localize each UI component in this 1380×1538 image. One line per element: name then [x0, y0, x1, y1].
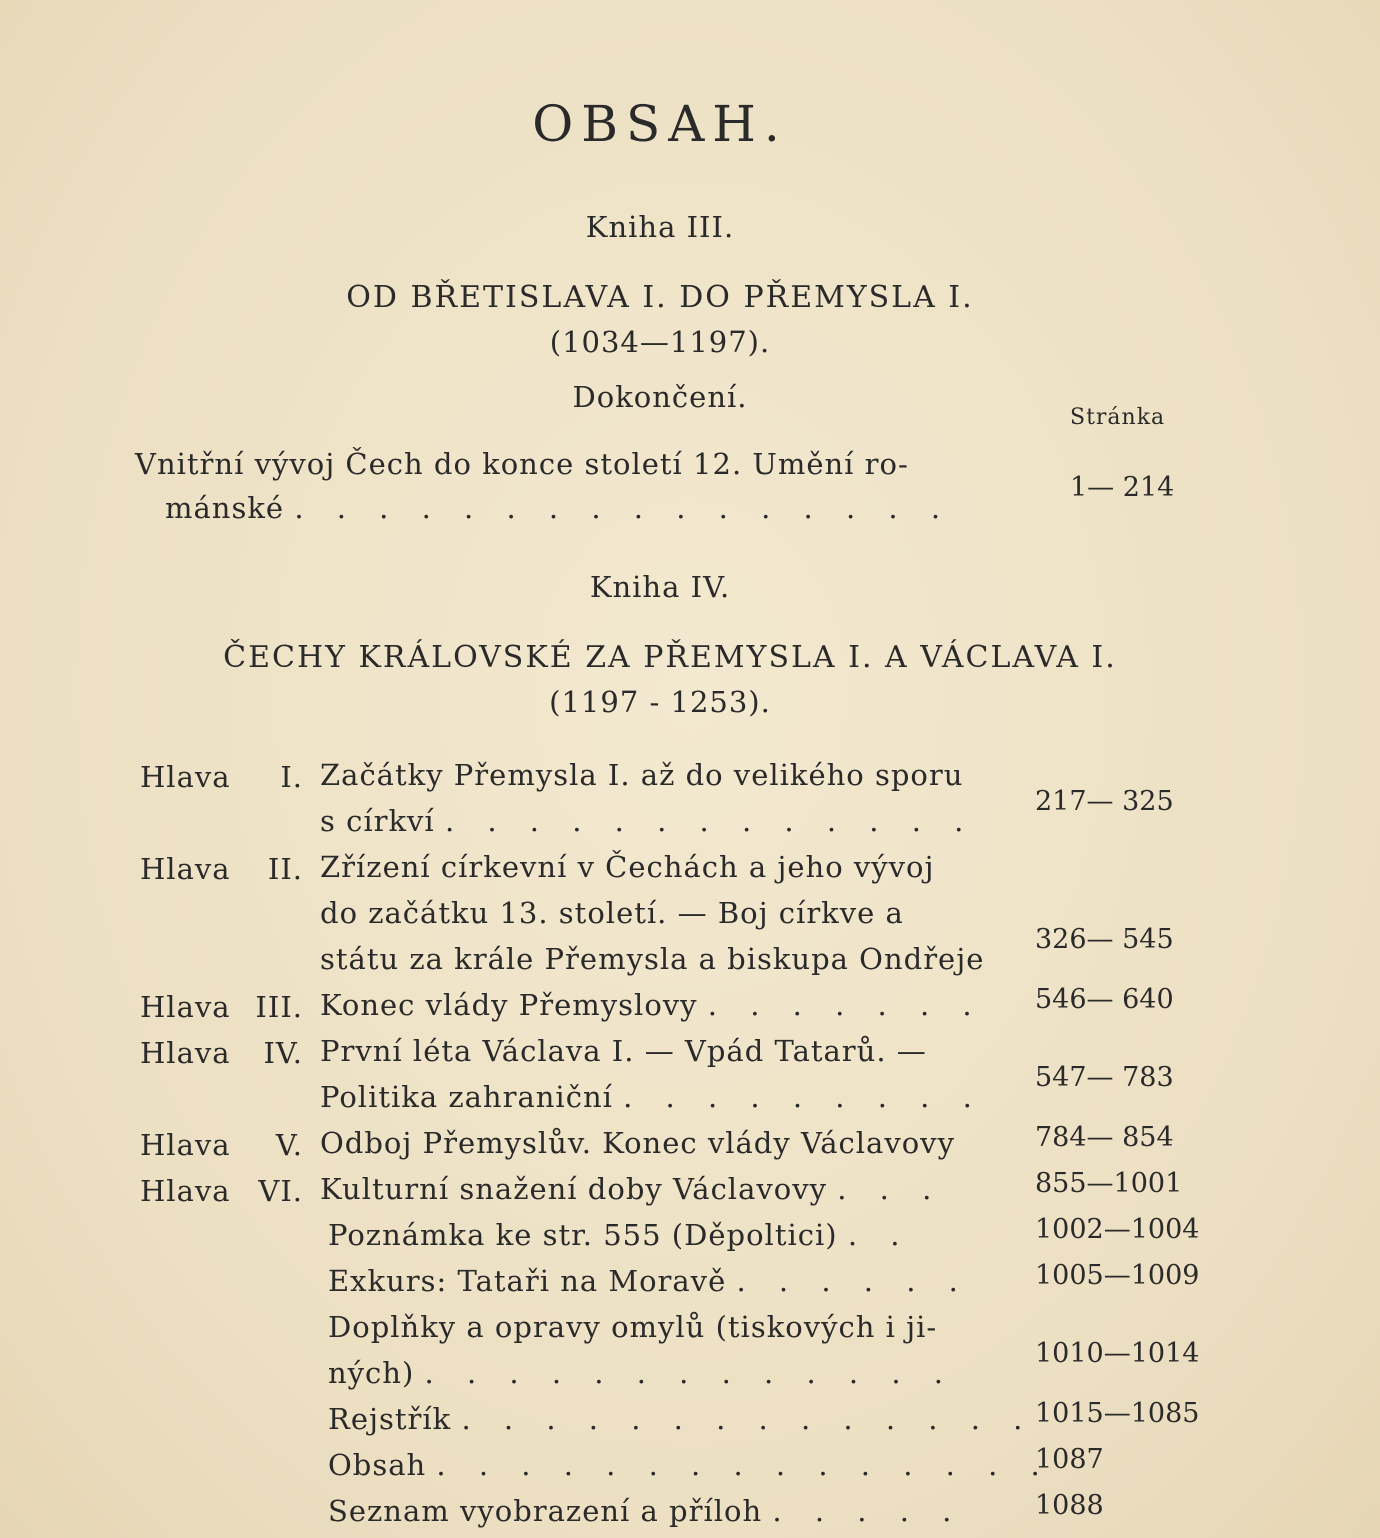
toc-entry-text: státu za krále Přemysla a biskupa Ondřeje — [320, 942, 985, 976]
chapter-label — [0, 852, 320, 898]
toc-entry-line — [328, 1212, 911, 1258]
toc-entry-pages: 1087 — [1035, 1444, 1104, 1475]
chapter-label — [0, 1174, 320, 1220]
toc-entry-text: Seznam vyobrazení a příloh — [328, 1494, 763, 1528]
leader-dots: . . — [847, 1218, 912, 1252]
toc-entry-pages: 546— 640 — [1035, 984, 1174, 1015]
chapter-label-text: Hlava — [140, 990, 231, 1024]
book4-years: (1197 - 1253). — [549, 685, 771, 719]
page-title: OBSAH. — [532, 95, 788, 153]
toc-entry-line — [320, 936, 984, 982]
toc-entry-line — [320, 798, 975, 844]
chapter-label — [0, 760, 320, 806]
chapter-label-text: Hlava — [140, 1128, 231, 1162]
chapter-label — [0, 990, 320, 1036]
leader-dots: . . . . . — [772, 1494, 964, 1528]
leader-dots: . . . . . . . . . . . . . . . . — [294, 491, 953, 525]
toc-entry-text: Začátky Přemysla I. až do velikého sporu — [320, 758, 964, 792]
book4-subtitle: ČECHY KRÁLOVSKÉ ZA PŘEMYSLA I. A VÁCLAVA I. — [223, 640, 1117, 675]
chapter-number: III. — [255, 990, 303, 1024]
column-header-pages: Stránka — [1070, 405, 1166, 430]
chapter-label-text: Hlava — [140, 1174, 231, 1208]
toc-entry-line — [320, 1028, 927, 1074]
toc-entry-text: Zřízení církevní v Čechách a jeho vývoj — [320, 850, 935, 884]
toc-entry-pages: 1015—1085 — [1035, 1398, 1200, 1429]
leader-dots: . . . . . . . — [707, 988, 984, 1022]
toc-entry-line — [320, 890, 904, 936]
toc-entry-text: Rejstřík — [328, 1402, 452, 1436]
book3-entry-line1: Vnitřní vývoj Čech do konce století 12. Umění ro- — [135, 447, 909, 481]
toc-entry-text: Odboj Přemyslův. Konec vlády Václavovy — [320, 1126, 955, 1160]
toc-entry-text: První léta Václava I. — Vpád Tatarů. — — [320, 1034, 927, 1068]
chapter-number: IV. — [263, 1036, 303, 1070]
leader-dots: . . . . . . . . . . . . . . — [461, 1402, 1035, 1436]
chapter-label-text: Hlava — [140, 760, 231, 794]
toc-entry-pages: 326— 545 — [1035, 924, 1174, 955]
book3-entry-line2 — [165, 485, 952, 531]
leader-dots: . . . . . . . . . — [623, 1080, 984, 1114]
toc-entry-text: s církví — [320, 804, 435, 838]
toc-entry-pages: 1088 — [1035, 1490, 1104, 1521]
chapter-label-text: Hlava — [140, 852, 231, 886]
toc-entry-line — [328, 1304, 937, 1350]
toc-entry-text: do začátku 13. století. — Boj církve a — [320, 896, 904, 930]
toc-entry-text: Exkurs: Tataři na Moravě — [328, 1264, 727, 1298]
toc-entry-text: Obsah — [328, 1448, 427, 1482]
chapter-label — [0, 1036, 320, 1082]
toc-entry-line — [328, 1396, 1034, 1442]
toc-entry-pages: 1002—1004 — [1035, 1214, 1200, 1245]
toc-entry-pages: 855—1001 — [1035, 1168, 1183, 1199]
chapter-number: VI. — [258, 1174, 303, 1208]
toc-entry-pages: 1010—1014 — [1035, 1338, 1200, 1369]
book3-heading: Kniha III. — [585, 210, 735, 244]
toc-entry-line — [320, 1166, 943, 1212]
leader-dots: . . . . . . — [736, 1264, 970, 1298]
leader-dots: . . . . . . . . . . . . . — [444, 804, 976, 838]
toc-entry-text: ných) — [328, 1356, 415, 1390]
toc-entry-pages: 784— 854 — [1035, 1122, 1174, 1153]
toc-entry-pages: 217— 325 — [1035, 786, 1174, 817]
toc-entry-line — [320, 752, 963, 798]
toc-entry-line — [328, 1258, 970, 1304]
toc-entry-line — [320, 982, 984, 1028]
chapter-number: I. — [280, 760, 303, 794]
chapter-number: V. — [275, 1128, 303, 1162]
chapter-number: II. — [267, 852, 303, 886]
toc-entry-text: Politika zahraniční — [320, 1080, 613, 1114]
book3-subtitle: OD BŘETISLAVA I. DO PŘEMYSLA I. — [346, 280, 974, 315]
book3-entry-line2-text: mánské — [165, 491, 285, 525]
leader-dots: . . . . . . . . . . . . . — [424, 1356, 955, 1390]
chapter-label-text: Hlava — [140, 1036, 231, 1070]
toc-entry-line — [320, 844, 934, 890]
toc-entry-text: Konec vlády Přemyslovy — [320, 988, 698, 1022]
toc-entry-line — [328, 1442, 1052, 1488]
book3-years: (1034—1197). — [549, 325, 771, 359]
book4-heading: Kniha IV. — [589, 570, 731, 604]
toc-entry-pages: 1005—1009 — [1035, 1260, 1200, 1291]
toc-entry-pages: 547— 783 — [1035, 1062, 1174, 1093]
toc-entry-line — [328, 1488, 963, 1534]
leader-dots: . . . . . . . . . . . . . . . — [436, 1448, 1052, 1482]
toc-entry-line — [328, 1350, 955, 1396]
toc-entry-line — [320, 1120, 955, 1166]
toc-entry-text: Doplňky a opravy omylů (tiskových i ji- — [328, 1310, 938, 1344]
toc-entry-line — [320, 1074, 984, 1120]
toc-entry-text: Poznámka ke str. 555 (Děpoltici) — [328, 1218, 838, 1252]
toc-entry-text: Kulturní snažení doby Václavovy — [320, 1172, 827, 1206]
book3-note: Dokončení. — [572, 380, 748, 414]
book3-entry-pages: 1— 214 — [1070, 472, 1175, 503]
chapter-label — [0, 1128, 320, 1174]
leader-dots: . . . — [837, 1172, 944, 1206]
